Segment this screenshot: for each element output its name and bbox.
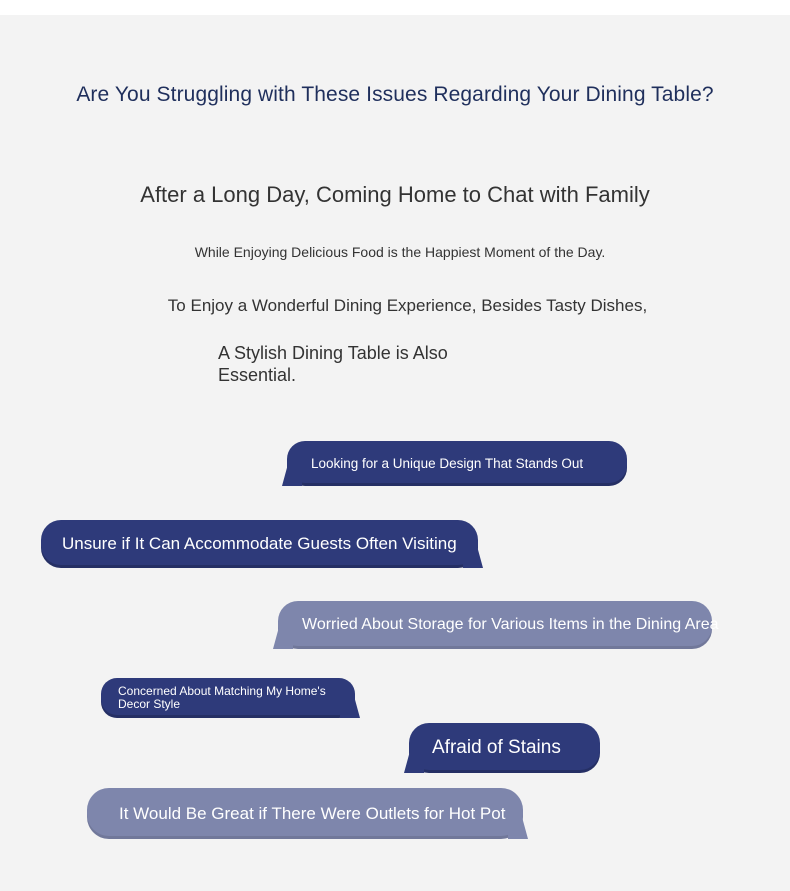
issue-label: Worried About Storage for Various Items in the Dining Area <box>302 616 719 633</box>
issue-label: Looking for a Unique Design That Stands Out <box>311 456 584 471</box>
intro-line-1: After a Long Day, Coming Home to Chat with Family <box>140 182 650 207</box>
intro-line-2: While Enjoying Delicious Food is the Happiest Moment of the Day. <box>194 244 606 260</box>
intro-line-4: A Stylish Dining Table is Also Essential. <box>218 343 448 385</box>
issue-bubble-guests <box>41 520 478 568</box>
issue-bubble-decor <box>101 678 355 718</box>
issue-label: It Would Be Great if There Were Outlets for Hot Pot <box>119 803 506 823</box>
page-title: Are You Struggling with These Issues Regarding Your Dining Table? <box>76 83 714 106</box>
issue-label: Afraid of Stains <box>432 737 561 758</box>
issue-bubble-unique-design <box>287 441 627 486</box>
issue-bubble-storage <box>278 601 719 649</box>
issue-bubble-stains <box>409 723 600 773</box>
issue-label: Concerned About Matching My Home's Decor Style <box>118 684 326 711</box>
issue-bubble-outlets <box>87 788 523 839</box>
intro-line-3: To Enjoy a Wonderful Dining Experience, Besides Tasty Dishes, <box>167 296 648 315</box>
issue-label: Unsure if It Can Accommodate Guests Often Visiting <box>62 534 457 553</box>
